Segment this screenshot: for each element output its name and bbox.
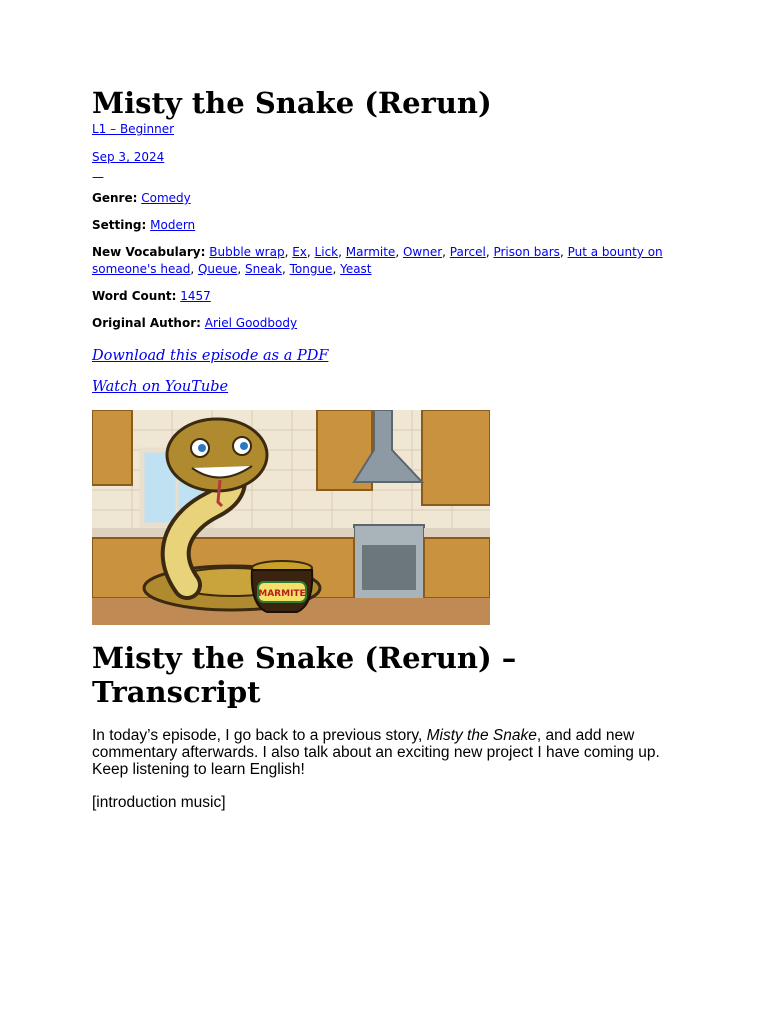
- snake-head: [167, 419, 267, 491]
- author-label: Original Author:: [92, 316, 201, 330]
- vocabulary-field: [92, 244, 676, 278]
- intro-paragraph: [92, 727, 676, 778]
- vocabulary-list: Bubble wrap, Ex, Lick, Marmite, Owner, Parcel, Prison bars, Put a bounty on someone's head, Queue, Sneak, Tongue, Yeast: [92, 245, 663, 276]
- separator: —: [92, 170, 104, 184]
- transcript-title: Misty the Snake (Rerun) – Transcript: [92, 641, 517, 709]
- level-link[interactable]: L1 – Beginner: [92, 122, 175, 136]
- download-pdf-link[interactable]: Download this episode as a PDF: [92, 348, 329, 364]
- vocabulary-link[interactable]: Ex: [292, 245, 307, 259]
- youtube-link[interactable]: Watch on YouTube: [92, 379, 229, 395]
- date-link[interactable]: Sep 3, 2024: [92, 150, 165, 164]
- genre-field: [92, 190, 676, 207]
- left-cabinet: [92, 410, 132, 485]
- vocabulary-link[interactable]: Put a bounty on someone's head: [92, 245, 663, 276]
- intro-after: , and add new commentary afterwards. I also talk about an exciting new project I have coming up. Keep listening to learn English!: [92, 727, 660, 778]
- vocabulary-label: New Vocabulary:: [92, 245, 206, 259]
- oven-door: [362, 545, 416, 590]
- genre-label: Genre:: [92, 191, 138, 205]
- episode-image: [92, 410, 490, 625]
- vocabulary-link[interactable]: Queue: [197, 262, 238, 276]
- word-count-link[interactable]: 1457: [180, 289, 211, 303]
- jar-label: MARMITE: [258, 589, 306, 599]
- author-link[interactable]: Ariel Goodbody: [204, 316, 298, 330]
- vocabulary-link[interactable]: Prison bars: [493, 245, 560, 259]
- vocabulary-link[interactable]: Owner: [402, 245, 443, 259]
- marmite-jar: [252, 561, 312, 612]
- lower-cabinet: [424, 538, 490, 598]
- vocabulary-link[interactable]: Tongue: [289, 262, 333, 276]
- word-count-label: Word Count:: [92, 289, 177, 303]
- story-title: Misty the Snake: [426, 727, 537, 744]
- genre-link[interactable]: Comedy: [141, 191, 191, 205]
- page-title: Misty the Snake (Rerun): [92, 86, 492, 120]
- music-cue: [introduction music]: [92, 794, 226, 811]
- setting-link[interactable]: Modern: [150, 218, 196, 232]
- word-count-field: [92, 288, 676, 305]
- vocabulary-link[interactable]: Sneak: [245, 262, 282, 276]
- vocabulary-link[interactable]: Yeast: [340, 262, 372, 276]
- setting-field: [92, 217, 676, 234]
- vocabulary-link[interactable]: Bubble wrap: [209, 245, 285, 259]
- setting-label: Setting:: [92, 218, 147, 232]
- upper-cabinet: [422, 410, 490, 505]
- intro-before: In today’s episode, I go back to a previous story,: [92, 727, 427, 744]
- vocabulary-link[interactable]: Lick: [314, 245, 339, 259]
- author-field: [92, 315, 676, 332]
- countertop: [92, 528, 354, 538]
- vocabulary-link[interactable]: Parcel: [449, 245, 486, 259]
- vocabulary-link[interactable]: Marmite: [345, 245, 396, 259]
